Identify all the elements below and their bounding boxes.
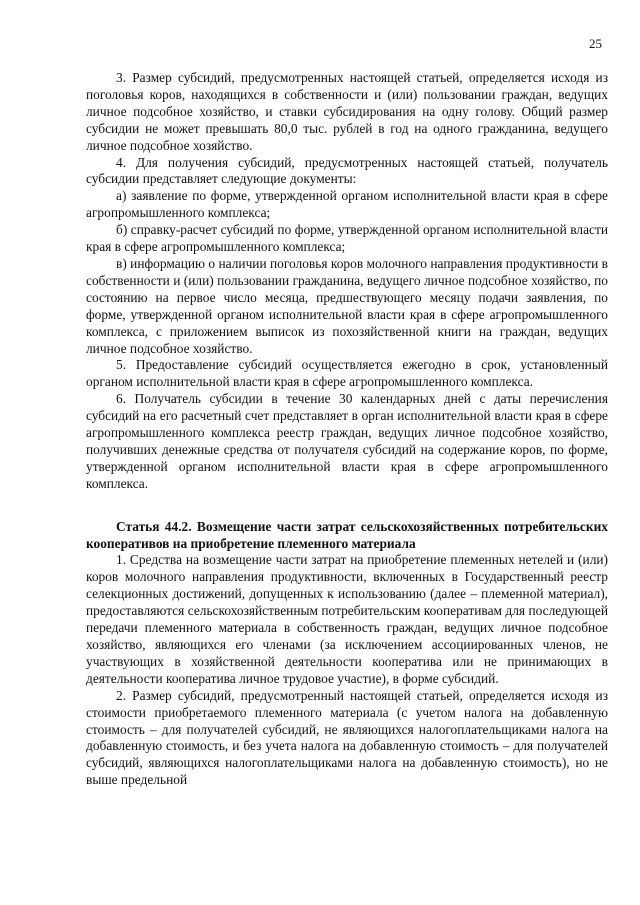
paragraph-6-registry: 6. Получатель субсидии в течение 30 календарных дней с даты перечисления субсидий на его расчетный счет представляет в орган исполнительной власти края в сфере агропромышленного комплекса реестр граждан, ведущих личное подсобное хозяйство, получивших денежные средства от получателя субсидий на содержание коров, по форме, утвержденной органом исполнительной власти края в сфере агропромышленного комплекса. bbox=[86, 391, 608, 491]
list-item-a-application: а) заявление по форме, утвержденной органом исполнительной власти края в сфере агропромышленного комплекса; bbox=[86, 188, 608, 221]
article-paragraph-2: 2. Размер субсидий, предусмотренный настоящей статьей, определяется исходя из стоимости приобретаемого племенного материала (с учетом налога на добавленную стоимость – для получателей субсидий, не являющихся налогоплательщиками налога на добавленную стоимость, и без учета налога на добавленную стоимость – для получателей субсидий, являющихся налогоплательщиками налога на добавленную стоимость), но не выше предельной bbox=[86, 687, 608, 788]
article-body bbox=[86, 552, 608, 789]
list-item-b-calculation: б) справку-расчет субсидий по форме, утвержденной органом исполнительной власти края в сфере агропромышленного комплекса; bbox=[86, 222, 608, 255]
document-body bbox=[86, 70, 608, 789]
article-heading: Статья 44.2. Возмещение части затрат сельскохозяйственных потребительских кооперативов на приобретение племенного материала bbox=[86, 518, 608, 551]
paragraph-3-subsidy-size: 3. Размер субсидий, предусмотренных настоящей статьей, определяется исходя из поголовья коров, находящихся в собственности и (или) пользовании граждан, ведущих личное подсобное хозяйство, и ставки субсидирования на одну голову. Общий размер субсидии не может превышать 80,0 тыс. рублей в год на одного гражданина, ведущего личное подсобное хозяйство. bbox=[86, 70, 608, 153]
list-item-v-information: в) информацию о наличии поголовья коров молочного направления продуктивности в собственности и (или) пользовании гражданина, ведущего личное подсобное хозяйство, по состоянию на первое число месяца, предшествующего месяцу подачи заявления, по форме, утвержденной органом исполнительной власти края в сфере агропромышленного комплекса, с приложением выписок из похозяйственной книги на граждан, ведущих личное подсобное хозяйство. bbox=[86, 255, 608, 356]
paragraph-4-documents: 4. Для получения субсидий, предусмотренных настоящей статьей, получатель субсидии представляет следующие документы: bbox=[86, 154, 608, 187]
page-number: 25 bbox=[589, 36, 602, 51]
section-1 bbox=[86, 70, 608, 493]
paragraph-5-provision: 5. Предоставление субсидий осуществляется ежегодно в срок, установленный органом исполнительной власти края в сфере агропромышленного комплекса. bbox=[86, 357, 608, 390]
article-paragraph-1: 1. Средства на возмещение части затрат на приобретение племенных нетелей и (или) коров молочного направления продуктивности, включенных в Государственный реестр селекционных достижений, допущенных к использованию (далее – племенной материал), предоставляются сельскохозяйственным потребительским кооперативам для последующей передачи племенного материала в собственность граждан, ведущих личное подсобное хозяйство, являющихся его членами (за исключением ассоциированных членов, не участвующих в хозяйственной деятельности кооператива или не принимающих в деятельности кооператива личное трудовое участие), в форме субсидий. bbox=[86, 552, 608, 686]
